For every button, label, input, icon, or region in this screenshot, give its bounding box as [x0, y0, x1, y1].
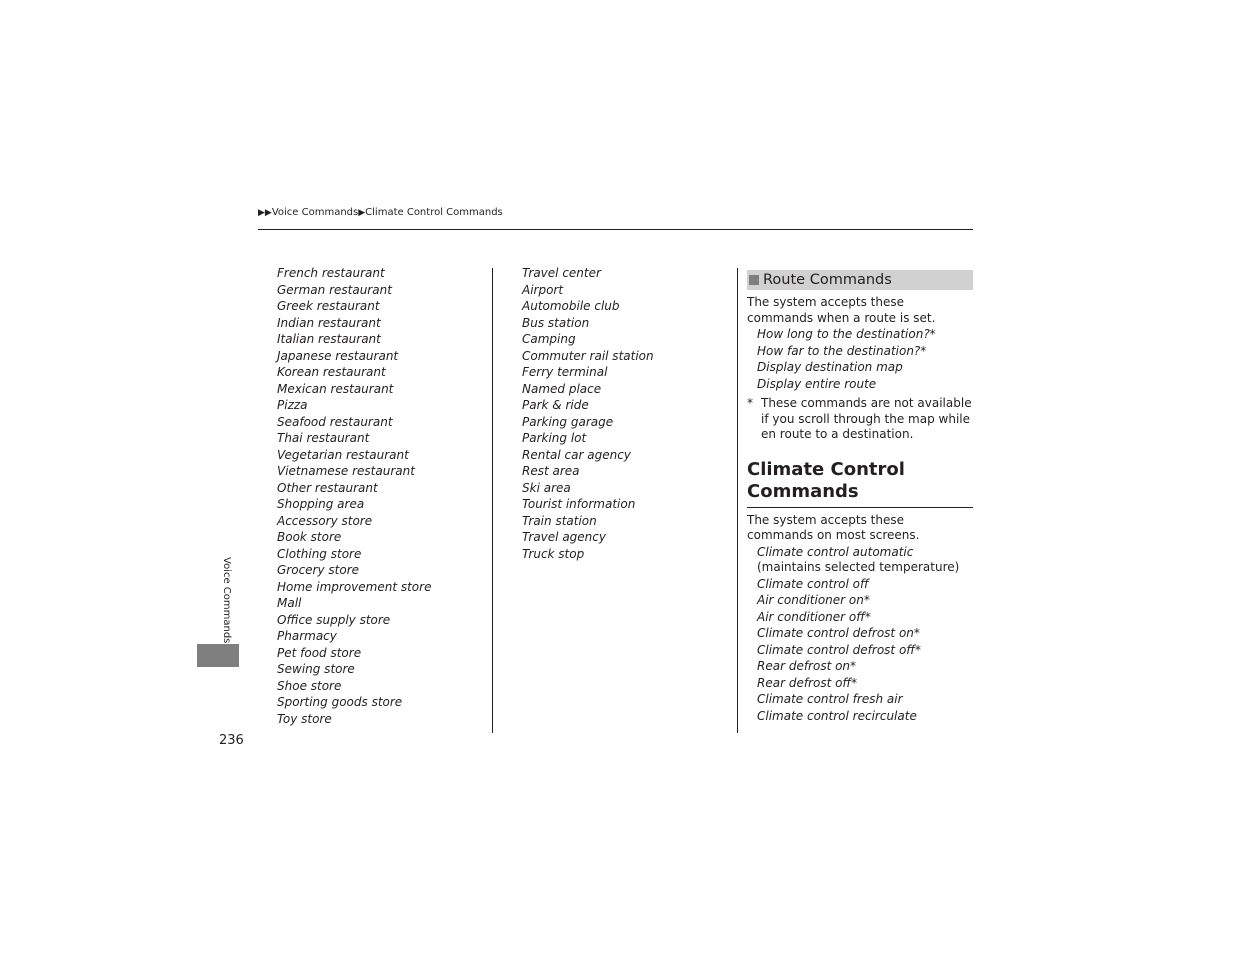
- destination-item: Sporting goods store: [277, 695, 403, 709]
- command-item: Climate control fresh air: [757, 692, 903, 706]
- destination-item: Ferry terminal: [522, 365, 608, 379]
- destination-item: Vegetarian restaurant: [277, 447, 409, 462]
- destination-item: Office supply store: [277, 612, 391, 627]
- destination-item: Seafood restaurant: [277, 414, 393, 429]
- destination-item: Pet food store: [277, 645, 362, 660]
- destination-item: Sewing store: [277, 662, 355, 676]
- command-item: Climate control off: [757, 576, 869, 591]
- column-divider: [737, 268, 738, 733]
- command-item: Rear defrost off*: [757, 675, 858, 690]
- command-item: Climate control defrost off*: [757, 642, 921, 657]
- destination-item: Rest area: [522, 464, 580, 478]
- breadcrumb: [258, 206, 503, 220]
- destination-item: Book store: [277, 530, 342, 544]
- destination-item: Parking lot: [522, 431, 587, 445]
- destination-item: Pharmacy: [277, 629, 337, 643]
- destination-item: Rental car agency: [522, 447, 631, 462]
- destination-item: Grocery store: [277, 563, 360, 577]
- breadcrumb-voice-commands: Voice Commands: [271, 207, 359, 218]
- destination-item: Indian restaurant: [277, 315, 381, 330]
- destination-item: Mexican restaurant: [277, 381, 394, 396]
- footnote-text: These commands are not available if you scroll through the map while en route to a destination.: [761, 396, 972, 441]
- destination-item: Korean restaurant: [277, 365, 386, 379]
- route-footnote: [747, 396, 973, 443]
- destination-item: Shoe store: [277, 678, 342, 693]
- destination-item: Named place: [522, 381, 602, 396]
- climate-intro: The system accepts these commands on most screens.: [747, 512, 920, 542]
- destination-item: Parking garage: [522, 414, 614, 429]
- route-command-list: [747, 327, 973, 392]
- destination-list-column-2: [522, 265, 654, 562]
- command-item: Air conditioner on*: [757, 593, 870, 607]
- command-item: Climate control defrost on*: [757, 626, 920, 640]
- command-item: Rear defrost on*: [757, 659, 857, 673]
- destination-item: Train station: [522, 513, 597, 528]
- commands-column: [747, 270, 973, 724]
- destination-item: Truck stop: [522, 546, 585, 561]
- command-item: Air conditioner off*: [757, 609, 871, 624]
- destination-item: Park & ride: [522, 398, 589, 412]
- destination-item: Italian restaurant: [277, 332, 381, 346]
- destination-item: Commuter rail station: [522, 348, 654, 363]
- destination-item: Clothing store: [277, 546, 362, 561]
- triangle-right-icon: ▶: [358, 208, 366, 218]
- destination-item: Greek restaurant: [277, 299, 380, 313]
- command-item: Display entire route: [757, 376, 877, 391]
- destination-item: Thai restaurant: [277, 431, 370, 445]
- destination-item: Accessory store: [277, 513, 373, 528]
- destination-item: French restaurant: [277, 266, 385, 280]
- destination-item: Shopping area: [277, 497, 365, 511]
- destination-item: Vietnamese restaurant: [277, 464, 415, 478]
- destination-item: Tourist information: [522, 497, 636, 511]
- command-item: How far to the destination?*: [757, 343, 927, 358]
- command-item: Display destination map: [757, 360, 903, 374]
- destination-item: Home improvement store: [277, 579, 432, 594]
- destination-item: Camping: [522, 332, 576, 346]
- destination-item: Mall: [277, 596, 302, 610]
- command-item: How long to the destination?*: [757, 327, 936, 341]
- column-divider: [492, 268, 493, 733]
- destination-item: Other restaurant: [277, 480, 378, 495]
- route-commands-heading: Route Commands: [747, 270, 973, 290]
- header-divider: [258, 229, 973, 230]
- destination-item: Airport: [522, 282, 564, 297]
- destination-item: Pizza: [277, 398, 308, 412]
- command-item: Climate control recirculate: [757, 708, 917, 723]
- climate-command-list: [747, 545, 973, 725]
- destination-list-column-1: [277, 265, 431, 727]
- destination-item: Toy store: [277, 711, 332, 726]
- breadcrumb-climate-control: Climate Control Commands: [365, 207, 503, 218]
- command-item: Climate control automatic (maintains selected temperature): [757, 544, 960, 574]
- destination-item: Travel center: [522, 266, 601, 280]
- destination-item: Bus station: [522, 315, 590, 330]
- triangle-right-icon: ▶▶: [258, 208, 272, 218]
- section-tab: [197, 644, 239, 667]
- climate-section-title: Climate Control Commands: [747, 459, 973, 508]
- square-bullet-icon: [749, 275, 759, 285]
- destination-item: Ski area: [522, 480, 571, 495]
- destination-item: Automobile club: [522, 299, 620, 313]
- destination-item: Travel agency: [522, 530, 606, 544]
- page-number: 236: [219, 733, 244, 748]
- destination-item: German restaurant: [277, 282, 392, 297]
- destination-item: Japanese restaurant: [277, 348, 399, 363]
- route-intro: The system accepts these commands when a route is set.: [747, 295, 936, 325]
- footnote-marker: *: [747, 396, 753, 410]
